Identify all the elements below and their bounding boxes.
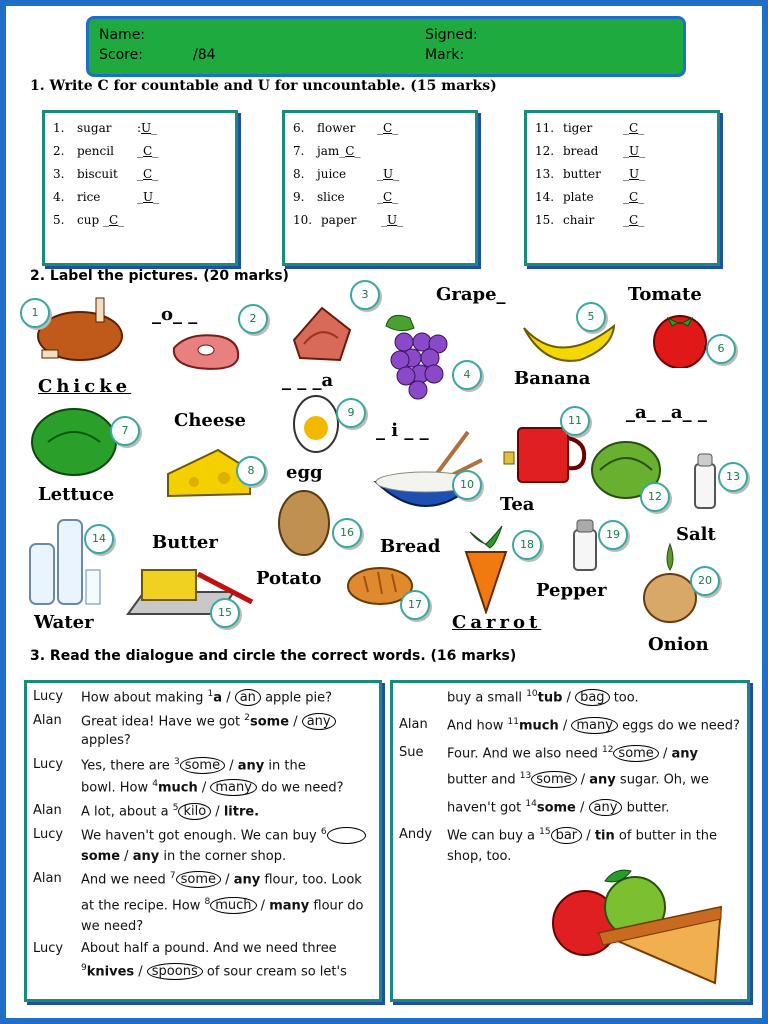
countable-box-2 — [282, 110, 478, 266]
number-badge: 1 — [20, 298, 50, 328]
meat-picture — [168, 328, 248, 374]
label-water: Water — [34, 612, 94, 633]
list-item: 3. biscuit _C_ — [53, 167, 159, 181]
list-item: 4. rice _U_ — [53, 190, 160, 204]
number-badge: 2 — [238, 304, 268, 334]
dialogue-box-left: Lucy How about making $^1$a / an apple pie? Alan Great idea! Have we got $^2$some / any apples? Lucy Yes, there are $^3$ some / any in the bowl. How $^4$much / many do we need? Alan A lot, about a $^5$ kilo / litre. Lucy We haven't got enough. We can buy $^6$ some / any in the corner shop. Alan And we need $^7$ some / any flour, too. Look at the recipe. How $^8$ much / many flour do we need? Lucy About half a pound. And we need three $^9$knives / spoons of sour cream so let's — [24, 680, 382, 1002]
number-badge: 3 — [350, 280, 380, 310]
label-egg: egg — [286, 462, 323, 483]
label-cheese: Cheese — [174, 410, 246, 431]
number-badge: 19 — [598, 520, 628, 550]
salt-shaker-picture — [690, 450, 720, 512]
number-badge: 13 — [718, 462, 748, 492]
label-meat: _o_ _ — [152, 304, 198, 325]
number-badge: 14 — [84, 524, 114, 554]
list-item: 7. jam_C_ — [293, 144, 361, 158]
score-total: /84 — [193, 47, 216, 63]
label-rice: _ i _ _ — [376, 420, 429, 441]
label-tomato: Tomate — [628, 284, 702, 305]
apple-pie-picture — [545, 859, 725, 989]
egg-picture — [290, 390, 344, 454]
section2-title: 2. Label the pictures. (20 marks) — [30, 268, 289, 284]
number-badge: 5 — [576, 302, 606, 332]
dialogue-line: at the recipe. How $^8$ much / many flour do — [81, 897, 364, 914]
list-item: 11. tiger _C_ — [535, 121, 645, 135]
number-badge: 9 — [336, 398, 366, 428]
label-carrot: Carrot — [452, 612, 542, 633]
list-item: 15. chair _C_ — [535, 213, 645, 227]
list-item: 8. juice _U_ — [293, 167, 400, 181]
list-item: 6. flower _C_ — [293, 121, 399, 135]
label-lettuce: Lettuce — [38, 484, 115, 505]
list-item: 5. cup _C_ — [53, 213, 125, 227]
mark-label: Mark: — [425, 47, 465, 63]
tomato-picture — [648, 308, 712, 368]
number-badge: 8 — [236, 456, 266, 486]
number-badge: 10 — [452, 470, 482, 500]
label-chicken: Chicke — [38, 376, 132, 397]
list-item: 13. butter _U_ — [535, 167, 646, 181]
potato-picture — [276, 488, 332, 558]
number-badge: 7 — [110, 416, 140, 446]
list-item: 1. sugar :U_ — [53, 121, 158, 135]
signed-label: Signed: — [425, 27, 478, 43]
grape-picture — [380, 300, 456, 406]
ham-picture — [290, 304, 354, 364]
list-item: 9. slice _C_ — [293, 190, 399, 204]
pepper-shaker-picture — [568, 516, 602, 574]
dialogue-box-right: buy a small $^{10}$tub / bag too. Alan And how $^{11}$much / many eggs do we need? Sue Four. And we also need $^{12}$ some / any butter and $^{13}$ some / any sugar. Oh, we haven't got $^{14}$some / any butter. Andy We can buy a $^{15}$ bar / tin of butter in the shop, too. — [390, 680, 750, 1002]
student-info-header — [86, 16, 686, 77]
dialogue-line: buy a small $^{10}$tub / bag too. — [447, 689, 639, 706]
dialogue-line: butter and $^{13}$ some / any sugar. Oh, we — [447, 771, 709, 788]
dialogue-line: $^9$knives / spoons of sour cream so let's — [81, 963, 347, 980]
dialogue-line: shop, too. — [447, 849, 512, 864]
dialogue-line: some / any in the corner shop. — [81, 849, 287, 864]
dialogue-line: apples? — [81, 733, 131, 748]
number-badge: 11 — [560, 406, 590, 436]
number-badge: 16 — [332, 518, 362, 548]
label-potato: Potato — [256, 568, 322, 589]
dialogue-line: we need? — [81, 919, 144, 934]
number-badge: 15 — [210, 598, 240, 628]
label-pepper: Pepper — [536, 580, 607, 601]
number-badge: 17 — [400, 590, 430, 620]
dialogue-line: bowl. How $^4$much / many do we need? — [81, 779, 344, 796]
label-salt: Salt — [676, 524, 716, 545]
label-onion: Onion — [648, 634, 709, 655]
name-label: Name: — [99, 27, 146, 43]
section3-title: 3. Read the dialogue and circle the correct words. (16 marks) — [30, 648, 517, 664]
countable-box-1 — [42, 110, 238, 266]
list-item: 14. plate _C_ — [535, 190, 645, 204]
banana-picture — [520, 318, 620, 364]
label-bread: Bread — [380, 536, 441, 557]
list-item: 2. pencil _C_ — [53, 144, 159, 158]
number-badge: 12 — [640, 482, 670, 512]
section1-title: 1. Write C for countable and U for uncountable. (15 marks) — [30, 78, 497, 94]
carrot-picture — [456, 522, 516, 614]
label-banana: Banana — [514, 368, 591, 389]
label-grape: Grape_ — [436, 284, 506, 305]
label-tea: Tea — [500, 494, 535, 515]
score-label: Score: — [99, 47, 143, 63]
number-badge: 4 — [452, 360, 482, 390]
list-item: 12. bread _U_ — [535, 144, 646, 158]
number-badge: 6 — [706, 334, 736, 364]
list-item: 10. paper _U_ — [293, 213, 404, 227]
lettuce-picture — [28, 402, 120, 478]
dialogue-line: haven't got $^{14}$some / any butter. — [447, 799, 670, 816]
number-badge: 18 — [512, 530, 542, 560]
label-butter: Butter — [152, 532, 218, 553]
label-egg-blank: _ _ _a — [282, 370, 334, 391]
number-badge: 20 — [690, 566, 720, 596]
label-cabbage: _a_ _a_ _ — [626, 402, 707, 423]
countable-box-3 — [524, 110, 720, 266]
